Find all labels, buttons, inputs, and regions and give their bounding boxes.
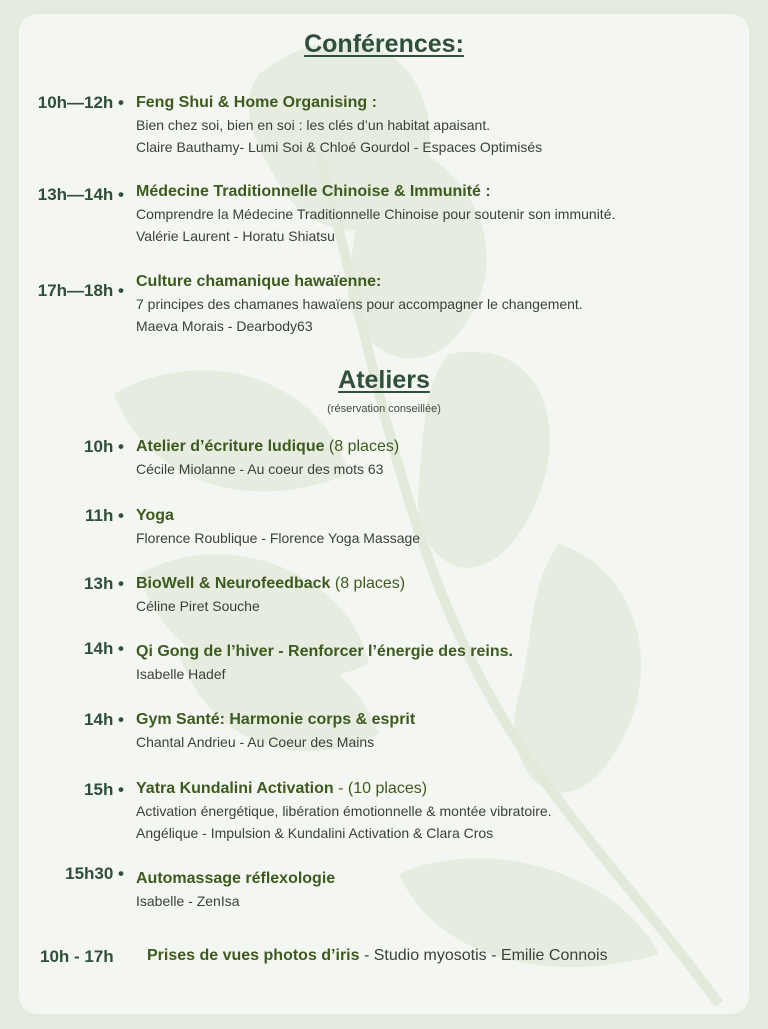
conference-time: 10h—12h • xyxy=(37,93,124,112)
atelier-title: BioWell & Neurofeedback (8 places) xyxy=(136,575,406,592)
atelier-speaker: Florence Roublique - Florence Yoga Massage xyxy=(136,530,421,546)
atelier-title: Atelier d’écriture ludique (8 places) xyxy=(136,438,400,455)
reservation-note: (réservation conseillée) xyxy=(327,403,441,415)
program-card xyxy=(19,14,749,1014)
atelier-time: 14h • xyxy=(84,639,124,658)
conference-speakers: Claire Bauthamy- Lumi Soi & Chloé Gourdol - Espaces Optimisés xyxy=(136,139,543,155)
atelier-title: Yatra Kundalini Activation - (10 places) xyxy=(136,780,428,797)
atelier-time: 14h • xyxy=(84,710,124,729)
iris-photo-time: 10h - 17h xyxy=(40,947,114,966)
conference-speakers: Valérie Laurent - Horatu Shiatsu xyxy=(136,228,335,244)
atelier-speaker: Céline Piret Souche xyxy=(136,598,260,614)
conference-time: 13h—14h • xyxy=(37,185,124,204)
atelier-speaker: Angélique - Impulsion & Kundalini Activation & Clara Cros xyxy=(136,825,494,841)
conference-title: Feng Shui & Home Organising : xyxy=(136,94,377,111)
atelier-time: 15h30 • xyxy=(65,864,124,883)
atelier-title: Qi Gong de l’hiver - Renforcer l’énergie des reins. xyxy=(136,643,513,660)
atelier-speaker: Isabelle - ZenIsa xyxy=(136,893,240,909)
atelier-time: 13h • xyxy=(84,574,124,593)
ateliers-heading: Ateliers xyxy=(338,366,430,394)
conference-subtitle: Comprendre la Médecine Traditionnelle Chinoise pour soutenir son immunité. xyxy=(136,206,616,222)
conferences-heading: Conférences: xyxy=(304,30,464,58)
atelier-time: 11h • xyxy=(84,506,124,525)
conference-speakers: Maeva Morais - Dearbody63 xyxy=(136,318,313,334)
conference-title: Culture chamanique hawaïenne: xyxy=(136,273,382,290)
atelier-speaker: Isabelle Hadef xyxy=(136,666,226,682)
iris-photo-title: Prises de vues photos d’iris - Studio myosotis - Emilie Connois xyxy=(147,947,608,964)
atelier-title: Yoga xyxy=(136,507,174,524)
conference-subtitle: Bien chez soi, bien en soi : les clés d’un habitat apaisant. xyxy=(136,117,491,133)
atelier-description: Activation énergétique, libération émotionnelle & montée vibratoire. xyxy=(136,803,552,819)
conference-subtitle: 7 principes des chamanes hawaïens pour accompagner le changement. xyxy=(136,296,583,312)
conference-time: 17h—18h • xyxy=(37,281,124,300)
atelier-speaker: Cécile Miolanne - Au coeur des mots 63 xyxy=(136,461,384,477)
atelier-title: Automassage réflexologie xyxy=(136,870,336,887)
atelier-time: 15h • xyxy=(84,780,124,799)
atelier-title: Gym Santé: Harmonie corps & esprit xyxy=(136,711,416,728)
atelier-speaker: Chantal Andrieu - Au Coeur des Mains xyxy=(136,734,375,750)
conference-title: Médecine Traditionnelle Chinoise & Immunité : xyxy=(136,183,491,200)
atelier-time: 10h • xyxy=(84,437,124,456)
